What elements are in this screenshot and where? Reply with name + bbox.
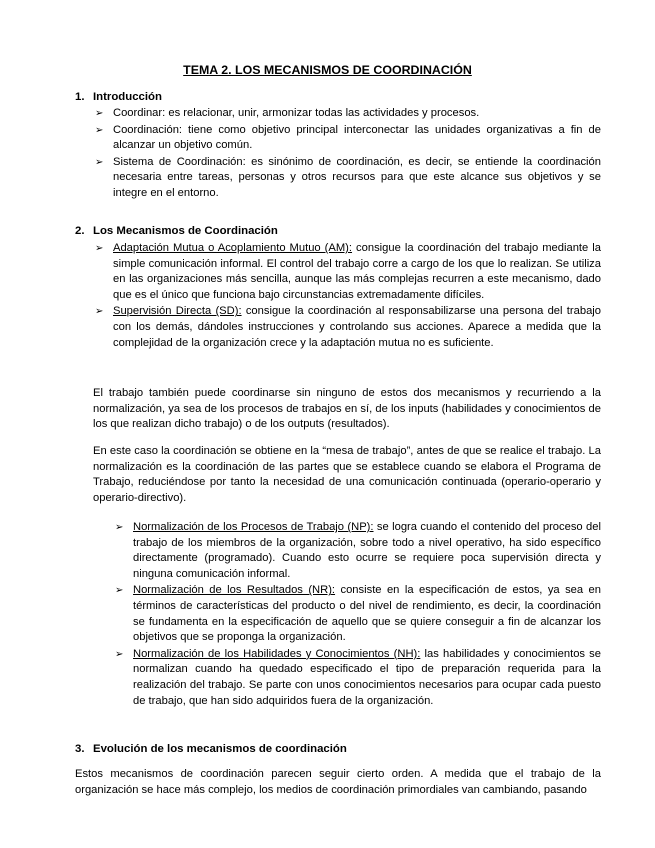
paragraph-mesa-de-trabajo: En este caso la coordinación se obtiene en la “mesa de trabajo”, antes de que se realice el trabajo. La normalización es la coordinación de las partes que se establece cuando se elabora el Programa de Trabajo, reduciéndose por tanto la necesidad de una comunicación continuada (operario-operario y operario-directivo).: [93, 445, 601, 504]
paragraph-normalizacion-intro: El trabajo también puede coordinarse sin ninguno de estos dos mecanismos y recurriendo a la normalización, ya sea de los procesos de trabajos en sí, de los inputs (habilidades y conocimientos de los que realizan dicho trabajo) o de los outputs (resultados).: [93, 387, 601, 431]
arrow-bullet-icon: ➢: [95, 108, 104, 119]
section-1-number: 1.: [75, 91, 85, 103]
section-2-number: 2.: [75, 225, 85, 237]
list-item: [95, 106, 601, 122]
section-1-title: Introducción: [93, 91, 162, 103]
list-item-text: las habilidades y conocimientos se normalizan cuando ha quedado especificado el tipo de preparación requerida para la realización del trabajo. Se parte con unos conocimientos necesarios para ocupar cada puesto de trabajo, que han sido adquiridos fuera de la organización.: [133, 647, 601, 707]
list-item-text: Coordinar: es relacionar, unir, armonizar todas las actividades y procesos.: [113, 107, 480, 119]
term-normalizacion-habilidades: Normalización de los Habilidades y Conocimientos (NH):: [133, 647, 421, 660]
term-normalizacion-resultados: Normalización de los Resultados (NR):: [133, 584, 336, 597]
arrow-bullet-icon: ➢: [95, 243, 104, 254]
arrow-bullet-icon: ➢: [115, 522, 124, 533]
arrow-bullet-icon: ➢: [115, 648, 124, 660]
list-item-text: se logra cuando el contenido del proceso del trabajo de los miembros de la organización, sobre todo a nivel operativo, ha sido específico directamente (programado). Cuando esto ocurre se requiere poca supervisión directa y ninguna comunicación informal.: [133, 521, 601, 580]
normalization-list: [115, 520, 601, 709]
section-2-heading: [75, 224, 605, 240]
list-item-text: consiste en la especificación de estos, ya sea en términos de características del producto o del nivel de rendimiento, es decir, la coordinación se fundamenta en la especificación de aquello que se quiere conseguir a fin de alcanzar los objetivos que se proponga la organización.: [133, 584, 601, 644]
section-1-list: [95, 106, 601, 202]
section-2-list: [95, 241, 601, 351]
paragraph-evolucion: Estos mecanismos de coordinación parecen seguir cierto orden. A medida que el trabajo de la organización se hace más complejo, los medios de coordinación primordiales van cambiando, pasando: [75, 768, 601, 796]
list-item: [115, 583, 601, 645]
list-item: [95, 155, 601, 202]
list-item: [95, 123, 601, 154]
list-item-text: Sistema de Coordinación: es sinónimo de coordinación, es decir, se entiende la coordinación necesaria entre tareas, personas y otros recursos para que este alcance sus objetivos y se integre en el entorno.: [113, 155, 601, 199]
section-1-heading: [75, 90, 605, 106]
arrow-bullet-icon: ➢: [115, 585, 124, 597]
list-item-text: Coordinación: tiene como objetivo principal interconectar las unidades organizativas a fin de alcanzar un objetivo común.: [113, 123, 601, 152]
section-2-title: Los Mecanismos de Coordinación: [93, 225, 278, 237]
arrow-bullet-icon: ➢: [95, 306, 104, 318]
arrow-bullet-icon: ➢: [95, 156, 104, 168]
section-3-number: 3.: [75, 743, 85, 755]
list-item: [95, 241, 601, 303]
section-3-title: Evolución de los mecanismos de coordinación: [93, 743, 347, 755]
section-3-heading: [75, 742, 605, 758]
list-item: [95, 304, 601, 351]
document-title: TEMA 2. LOS MECANISMOS DE COORDINACIÓN: [183, 63, 472, 77]
term-supervision-directa: Supervisión Directa (SD):: [113, 305, 242, 318]
list-item-text: consigue la coordinación del trabajo mediante la simple comunicación informal. El control del trabajo corre a cargo de los que lo realizan. Se utiliza en las organizaciones más sencilla, aunque las más complejas recurren a este mecanismo, dado que es el único que funciona bajo circunstancias extremadamente difíciles.: [113, 242, 601, 301]
list-item: [115, 520, 601, 582]
arrow-bullet-icon: ➢: [95, 124, 104, 136]
list-item-text: consigue la coordinación al responsabilizarse una persona del trabajo con los demás, dándoles instrucciones y controlando sus acciones. Aparece a medida que la complejidad de la organización crece y la adaptación mutua no es suficiente.: [113, 305, 601, 349]
list-item: [115, 647, 601, 709]
term-normalizacion-procesos: Normalización de los Procesos de Trabajo (NP):: [133, 521, 374, 533]
term-adaptacion-mutua: Adaptación Mutua o Acoplamiento Mutuo (AM):: [113, 242, 353, 254]
